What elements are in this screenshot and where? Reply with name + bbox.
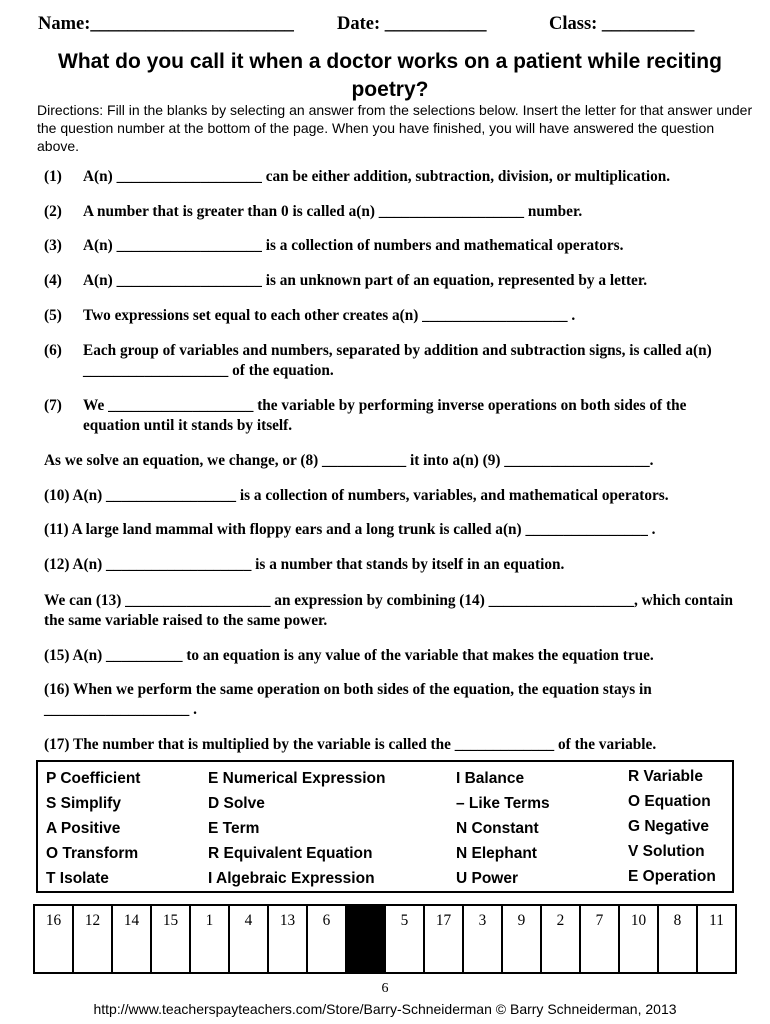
code-cell[interactable]: 7	[581, 906, 620, 972]
code-cell[interactable]: 2	[542, 906, 581, 972]
question-2	[44, 202, 764, 222]
question-text: As we solve an equation, we change, or (8) ___________ it into a(n) (9) ___________________.	[44, 452, 654, 469]
question-4	[44, 271, 764, 291]
question-number: (6)	[44, 342, 62, 359]
question-15	[44, 646, 764, 666]
code-cell[interactable]: 8	[659, 906, 698, 972]
question-text: A number that is greater than 0 is called a(n) ___________________ number.	[83, 203, 583, 220]
question-number: (4)	[44, 272, 62, 289]
code-cell[interactable]: 13	[269, 906, 308, 972]
question-text: A(n) ___________________ can be either addition, subtraction, division, or multiplication.	[83, 168, 671, 185]
answer-option: D Solve	[208, 795, 265, 812]
answer-option: E Operation	[628, 868, 716, 885]
answer-option: A Positive	[46, 820, 121, 837]
question-number: (1)	[44, 168, 62, 185]
answer-code-table	[33, 904, 737, 974]
question-number: (2)	[44, 203, 62, 220]
question-text: (15) A(n) __________ to an equation is any value of the variable that makes the equation true.	[44, 647, 654, 664]
code-cell[interactable]: 10	[620, 906, 659, 972]
answer-option: O Equation	[628, 793, 711, 810]
code-cell[interactable]: 9	[503, 906, 542, 972]
code-cell[interactable]: 14	[113, 906, 152, 972]
question-text: (11) A large land mammal with floppy ears and a long trunk is called a(n) ________________ .	[44, 521, 656, 538]
question-text: Two expressions set equal to each other creates a(n) ___________________ .	[83, 307, 576, 324]
code-cell[interactable]: 11	[709, 912, 724, 929]
question-17	[44, 735, 764, 755]
directions: Directions: Fill in the blanks by selecting an answer from the selections below. Insert the letter for that answer under the question number at the bottom of the page. When you have finished, you will have answered the question above.	[37, 102, 753, 154]
class-label: Class: __________	[549, 14, 695, 34]
answer-option: E Term	[208, 820, 260, 837]
answer-option: N Elephant	[456, 845, 537, 862]
header-row	[38, 14, 738, 38]
answer-option: R Variable	[628, 768, 703, 785]
question-11	[44, 520, 764, 540]
question-text: (10) A(n) _________________ is a collection of numbers, variables, and mathematical operators.	[44, 487, 669, 504]
name-label: Name:______________________	[38, 14, 294, 34]
answer-option: I Algebraic Expression	[208, 870, 375, 887]
footer-credit: http://www.teacherspayteachers.com/Store/Barry-Schneiderman © Barry Schneiderman, 2013	[93, 1001, 677, 1017]
question-text: (12) A(n) ___________________ is a number that stands by itself in an equation.	[44, 556, 565, 573]
answer-options-box	[36, 760, 734, 893]
question-number: (5)	[44, 307, 62, 324]
answer-option: G Negative	[628, 818, 709, 835]
code-cell[interactable]: 1	[191, 906, 230, 972]
question-number: (3)	[44, 237, 62, 254]
code-cell[interactable]: 3	[464, 906, 503, 972]
answer-option: S Simplify	[46, 795, 121, 812]
page-number: 6	[381, 981, 389, 996]
question-text: (17) The number that is multiplied by the variable is called the _____________ of the variable.	[44, 736, 657, 753]
code-cell[interactable]: 16	[35, 906, 74, 972]
answer-option: R Equivalent Equation	[208, 845, 373, 862]
answer-option: E Numerical Expression	[208, 770, 386, 787]
code-cell[interactable]: 17	[425, 906, 464, 972]
code-cell[interactable]: 12	[74, 906, 113, 972]
answer-option: – Like Terms	[456, 795, 550, 812]
answer-option: N Constant	[456, 820, 539, 837]
question-16	[44, 680, 744, 720]
code-cell[interactable]: 6	[308, 906, 347, 972]
answer-option: V Solution	[628, 843, 705, 860]
question-8-9	[44, 451, 764, 471]
question-text: We ___________________ the variable by performing inverse operations on both sides of the equation until it stands by itself.	[83, 397, 687, 434]
question-text: We can (13) ___________________ an expression by combining (14) ___________________, which contain the same variable raised to the same power.	[44, 592, 733, 629]
date-label: Date: ___________	[337, 14, 487, 34]
question-3	[44, 236, 764, 256]
question-text: A(n) ___________________ is a collection of numbers and mathematical operators.	[83, 237, 624, 254]
question-13-14	[44, 591, 734, 631]
answer-option: P Coefficient	[46, 770, 141, 787]
question-text: (16) When we perform the same operation on both sides of the equation, the equation stays in ___________________ .	[44, 681, 652, 718]
question-number: (7)	[44, 397, 62, 414]
question-text: Each group of variables and numbers, separated by addition and subtraction signs, is called a(n) ___________________ of the equation.	[83, 342, 712, 379]
question-text: A(n) ___________________ is an unknown part of an equation, represented by a letter.	[83, 272, 648, 289]
code-cell[interactable]: 4	[230, 906, 269, 972]
code-cell-blank	[347, 906, 386, 972]
answer-option: O Transform	[46, 845, 139, 862]
code-cell[interactable]: 5	[386, 906, 425, 972]
code-cell[interactable]: 15	[152, 906, 191, 972]
answer-option: I Balance	[456, 770, 525, 787]
question-5	[44, 306, 764, 326]
question-10	[44, 486, 764, 506]
question-6	[44, 341, 756, 381]
question-7	[44, 396, 744, 436]
answer-option: U Power	[456, 870, 519, 887]
question-1	[44, 167, 764, 187]
answer-option: T Isolate	[46, 870, 109, 887]
question-12	[44, 555, 764, 575]
page-title: What do you call it when a doctor works on a patient while reciting poetry?	[58, 50, 722, 101]
